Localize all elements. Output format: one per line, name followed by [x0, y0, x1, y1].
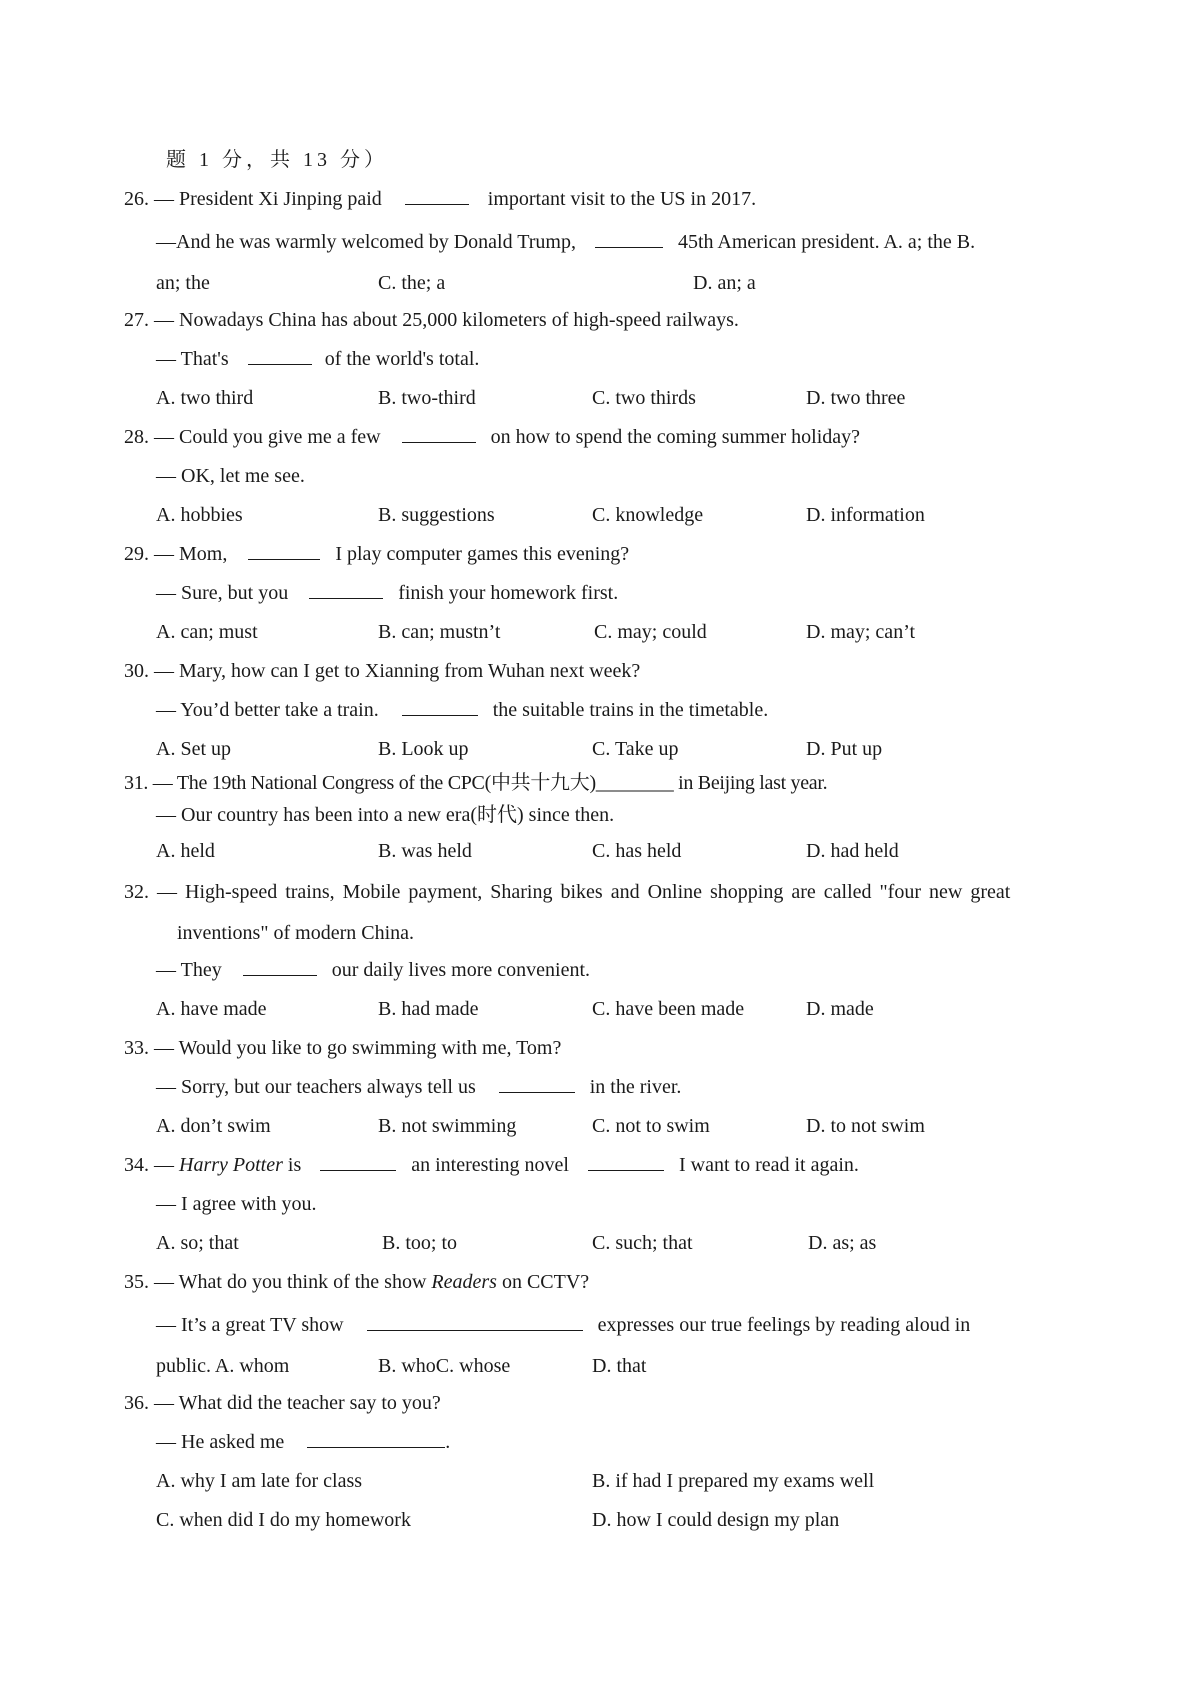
question-33-reply [156, 1075, 681, 1099]
q26-stem-cont: important visit to the US in 2017. [487, 188, 757, 210]
q32-blank [243, 958, 317, 976]
q27-opt-a: A. two third [156, 387, 254, 409]
question-30-reply [156, 698, 768, 722]
q29-opt-a: A. can; must [156, 621, 258, 643]
q34-reply: — I agree with you. [156, 1193, 317, 1215]
q34-opt-a: A. so; that [156, 1232, 239, 1254]
q35-opt-bc: B. whoC. whose [378, 1355, 511, 1377]
q33-stem: 33. — Would you like to go swimming with me, Tom? [124, 1037, 562, 1059]
q30-opt-a: A. Set up [156, 738, 231, 760]
q33-reply: — Sorry, but our teachers always tell us [156, 1076, 476, 1098]
q36-opt-b: B. if had I prepared my exams well [592, 1470, 875, 1492]
q26-reply-cont: 45th American president. A. a; the B. [677, 231, 976, 253]
q29-opt-c: C. may; could [594, 621, 707, 643]
q34-blank-2 [588, 1153, 664, 1171]
q32-stem: 32. — High-speed trains, Mobile payment, Sharing bikes and Online shopping are called "four new great [124, 881, 1011, 903]
q26-blank-2 [595, 230, 663, 248]
q26-stem: 26. — President Xi Jinping paid [124, 188, 382, 210]
q32-opt-b: B. had made [378, 998, 479, 1020]
q28-reply: — OK, let me see. [156, 465, 305, 487]
q35-opt-d: D. that [592, 1355, 647, 1377]
q34-stem-mid: an interesting novel [411, 1154, 569, 1176]
q28-opt-a: A. hobbies [156, 504, 243, 526]
q32-stem-cont: inventions" of modern China. [177, 922, 415, 944]
q32-reply-cont: our daily lives more convenient. [331, 959, 590, 981]
q30-opt-d: D. Put up [806, 738, 883, 760]
q26-opt-c: C. the; a [378, 272, 446, 294]
q32-opt-c: C. have been made [592, 998, 745, 1020]
q34-opt-c: C. such; that [592, 1232, 693, 1254]
q27-stem: 27. — Nowadays China has about 25,000 kilometers of high-speed railways. [124, 309, 739, 331]
question-34 [124, 1153, 859, 1177]
q30-reply: — You’d better take a train. [156, 699, 379, 721]
q36-opt-c: C. when did I do my homework [156, 1509, 411, 1531]
q29-reply-cont: finish your homework first. [398, 582, 619, 604]
q33-blank [499, 1075, 575, 1093]
q31-reply: — Our country has been into a new era(时代) since then. [156, 804, 615, 826]
q26-opt-line: an; the [156, 272, 210, 294]
q29-stem: 29. — Mom, [124, 543, 228, 565]
q34-opt-b: B. too; to [382, 1232, 458, 1254]
q28-blank [402, 425, 476, 443]
q35-blank [367, 1313, 583, 1331]
q36-reply: — He asked me [156, 1431, 285, 1453]
q29-stem-cont: I play computer games this evening? [335, 543, 630, 565]
q33-opt-a: A. don’t swim [156, 1115, 271, 1137]
q34-stem: 34. — [124, 1154, 174, 1176]
question-35-reply [156, 1313, 970, 1337]
q28-opt-b: B. suggestions [378, 504, 495, 526]
q29-opt-d: D. may; can’t [806, 621, 916, 643]
q35-stem: 35. — What do you think of the show [124, 1271, 427, 1293]
q28-stem-cont: on how to spend the coming summer holiday? [490, 426, 861, 448]
q27-blank [248, 347, 312, 365]
question-35 [124, 1270, 589, 1294]
q28-stem: 28. — Could you give me a few [124, 426, 381, 448]
q32-opt-d: D. made [806, 998, 874, 1020]
section-header: 题 1 分，共 13 分） [166, 149, 388, 171]
q31-opt-a: A. held [156, 840, 215, 862]
q26-reply: —And he was warmly welcomed by Donald Trump, [156, 231, 576, 253]
q30-reply-cont: the suitable trains in the timetable. [492, 699, 769, 721]
q35-reply-cont: expresses our true feelings by reading aloud in [597, 1314, 971, 1336]
q27-reply: — That's [156, 348, 229, 370]
q27-opt-c: C. two thirds [592, 387, 696, 409]
question-32-reply [156, 958, 590, 982]
q27-reply-cont: of the world's total. [324, 348, 480, 370]
q36-blank [307, 1430, 445, 1448]
q26-opt-d: D. an; a [693, 272, 756, 294]
question-28 [124, 425, 860, 449]
q28-opt-d: D. information [806, 504, 925, 526]
q29-blank-2 [309, 581, 383, 599]
question-29-reply [156, 581, 618, 605]
q35-stem-end: on CCTV? [501, 1271, 590, 1293]
q30-opt-b: B. Look up [378, 738, 469, 760]
question-27-reply [156, 347, 479, 371]
q28-opt-c: C. knowledge [592, 504, 704, 526]
q32-opt-a: A. have made [156, 998, 267, 1020]
question-26-reply [156, 230, 975, 254]
q36-stem: 36. — What did the teacher say to you? [124, 1392, 441, 1414]
q29-blank-1 [248, 542, 320, 560]
q27-opt-d: D. two three [806, 387, 906, 409]
q34-stem-end: I want to read it again. [678, 1154, 859, 1176]
question-26 [124, 187, 756, 211]
q34-opt-d: D. as; as [808, 1232, 877, 1254]
q33-opt-c: C. not to swim [592, 1115, 710, 1137]
q36-opt-a: A. why I am late for class [156, 1470, 363, 1492]
q30-stem: 30. — Mary, how can I get to Xianning from Wuhan next week? [124, 660, 641, 682]
q35-opt-line: public. A. whom [156, 1355, 290, 1377]
q34-stem-is: is [287, 1154, 302, 1176]
q33-opt-d: D. to not swim [806, 1115, 925, 1137]
q33-reply-cont: in the river. [589, 1076, 682, 1098]
q31-opt-d: D. had held [806, 840, 899, 862]
q31-stem: 31. — The 19th National Congress of the CPC(中共十九大)________ in Beijing last year. [124, 772, 828, 794]
q30-blank [402, 698, 478, 716]
q36-opt-d: D. how I could design my plan [592, 1509, 840, 1531]
q32-reply: — They [156, 959, 222, 981]
question-29 [124, 542, 629, 566]
q35-show-title: Readers [431, 1271, 497, 1293]
q26-blank-1 [405, 187, 469, 205]
q29-reply: — Sure, but you [156, 582, 289, 604]
q35-reply: — It’s a great TV show [156, 1314, 344, 1336]
q30-opt-c: C. Take up [592, 738, 679, 760]
question-36-reply [156, 1430, 450, 1454]
q29-opt-b: B. can; mustn’t [378, 621, 501, 643]
q36-reply-end: . [445, 1431, 451, 1453]
q34-title: Harry Potter [179, 1154, 283, 1176]
q33-opt-b: B. not swimming [378, 1115, 517, 1137]
q31-opt-c: C. has held [592, 840, 682, 862]
q27-opt-b: B. two-third [378, 387, 476, 409]
q31-opt-b: B. was held [378, 840, 472, 862]
q34-blank-1 [320, 1153, 396, 1171]
